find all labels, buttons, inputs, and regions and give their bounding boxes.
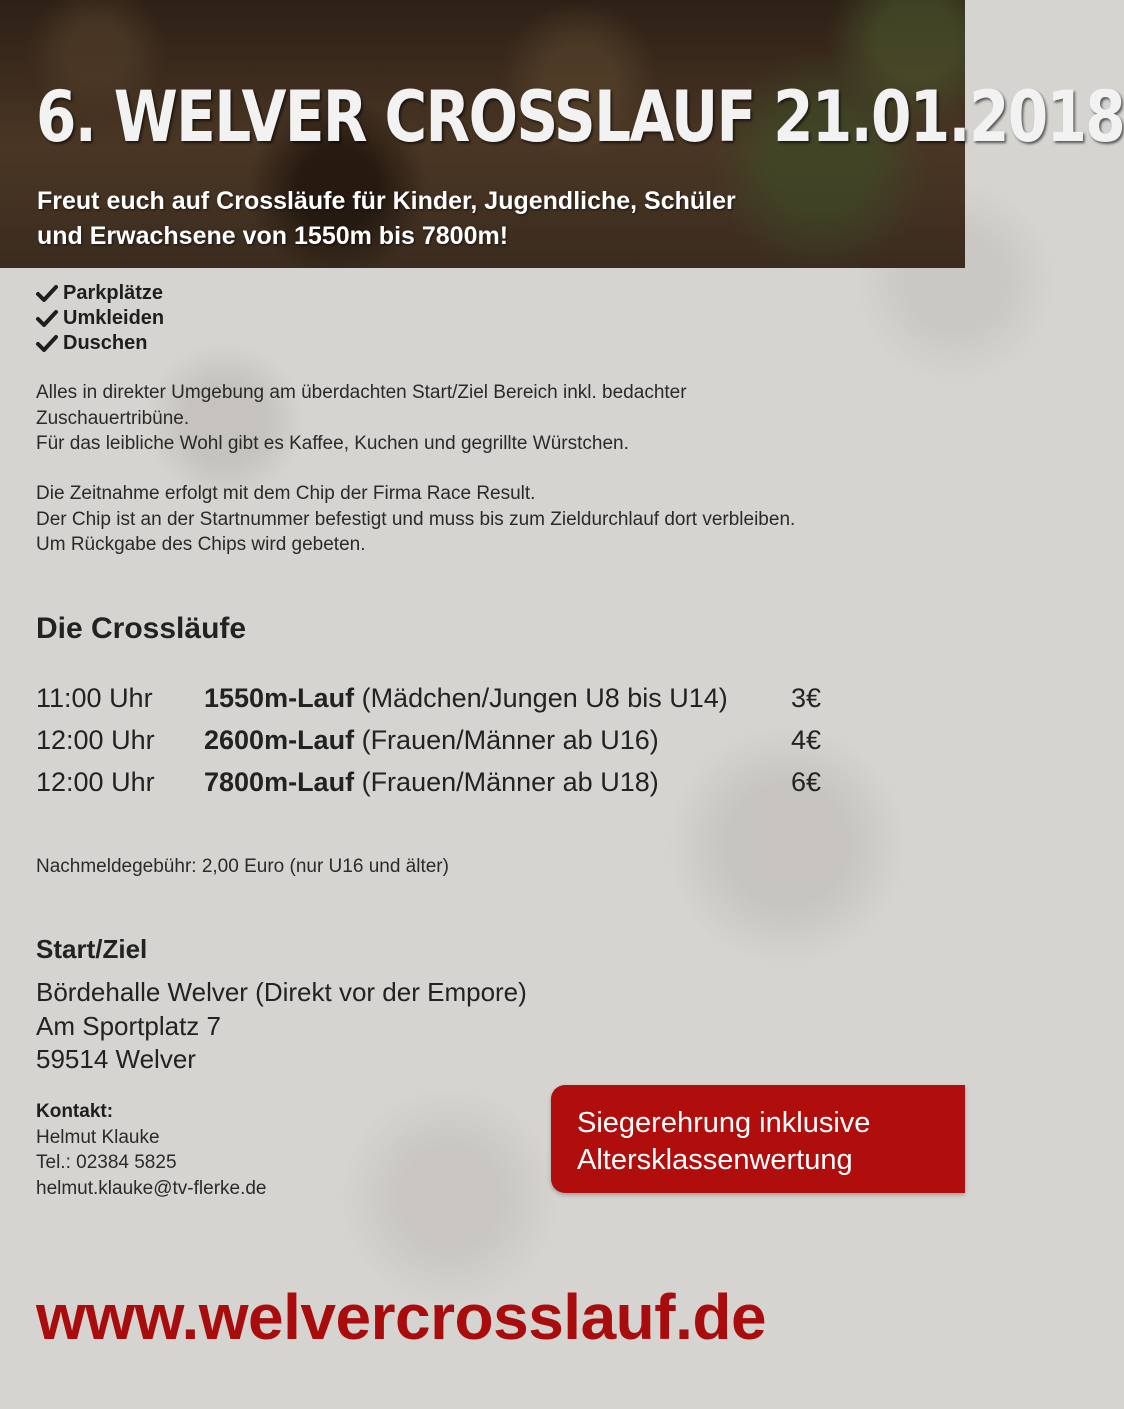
info-line: Alles in direkter Umgebung am überdachten Start/Ziel Bereich inkl. bedachter [36, 382, 687, 403]
badge-line-1: Siegerehrung inklusive [577, 1107, 871, 1139]
race-category: (Mädchen/Jungen U8 bis U14) [361, 682, 728, 713]
award-badge-text [577, 1105, 870, 1179]
feature-changing-rooms [36, 306, 164, 331]
feature-label: Parkplätze [63, 282, 164, 304]
start-finish-heading: Start/Ziel [36, 934, 148, 964]
info-line: Um Rückgabe des Chips wird gebeten. [36, 534, 366, 555]
start-finish-address [36, 976, 527, 1077]
race-distance: 7800m-Lauf [204, 766, 355, 797]
race-row [36, 677, 866, 719]
checkmark-icon [36, 281, 58, 306]
street-address: Am Sportplatz 7 [36, 1010, 221, 1041]
feature-showers [36, 331, 164, 356]
races-heading: Die Crossläufe [36, 612, 247, 645]
race-description [204, 683, 791, 714]
race-description [204, 767, 791, 798]
subtitle-line-1: Freut euch auf Crossläufe für Kinder, Jugendliche, Schüler [37, 187, 736, 215]
race-description [204, 725, 791, 756]
race-price: 6€ [791, 766, 822, 797]
race-row [36, 719, 866, 761]
race-time: 12:00 Uhr [36, 724, 155, 755]
checkmark-icon [36, 306, 58, 331]
contact-heading: Kontakt: [36, 1101, 114, 1122]
race-category: (Frauen/Männer ab U18) [361, 766, 659, 797]
info-line: Die Zeitnahme erfolgt mit dem Chip der Firma Race Result. [36, 483, 536, 504]
race-distance: 2600m-Lauf [204, 724, 355, 755]
info-facilities [36, 380, 916, 457]
features-list [36, 281, 164, 356]
postal-city: 59514 Welver [36, 1044, 196, 1074]
race-row [36, 761, 866, 803]
feature-parking [36, 281, 164, 306]
info-line: Zuschauertribüne. [36, 407, 190, 429]
feature-label: Umkleiden [63, 307, 165, 329]
races-table [36, 677, 866, 803]
event-subtitle [37, 184, 897, 254]
badge-line-2: Altersklassenwertung [577, 1144, 853, 1176]
race-time: 11:00 Uhr [36, 682, 153, 713]
race-price: 4€ [791, 724, 822, 755]
info-line: Für das leibliche Wohl gibt es Kaffee, Kuchen und gegrillte Würstchen. [36, 433, 629, 454]
late-registration-fee: Nachmeldegebühr: 2,00 Euro (nur U16 und älter) [36, 856, 449, 877]
venue-name: Bördehalle Welver (Direkt vor der Empore) [36, 977, 527, 1007]
contact-block [36, 1099, 267, 1201]
checkmark-icon [36, 331, 58, 356]
feature-label: Duschen [63, 332, 148, 354]
header-banner [0, 0, 1124, 268]
contact-name: Helmut Klauke [36, 1126, 160, 1148]
race-price: 3€ [791, 682, 822, 713]
event-title: 6. WELVER CROSSLAUF 21.01.2018 [36, 76, 1124, 158]
race-distance: 1550m-Lauf [204, 682, 355, 713]
info-timing [36, 481, 916, 558]
award-badge [551, 1085, 965, 1193]
race-category: (Frauen/Männer ab U16) [361, 724, 659, 755]
race-time: 12:00 Uhr [36, 766, 155, 797]
website-link[interactable]: www.welvercrosslauf.de [36, 1281, 767, 1353]
info-line: Der Chip ist an der Startnummer befestigt und muss bis zum Zieldurchlauf dort verbleiben. [36, 508, 796, 530]
contact-email[interactable]: helmut.klauke@tv-flerke.de [36, 1177, 267, 1199]
subtitle-line-2: und Erwachsene von 1550m bis 7800m! [37, 222, 509, 250]
contact-phone: Tel.: 02384 5825 [36, 1152, 177, 1173]
